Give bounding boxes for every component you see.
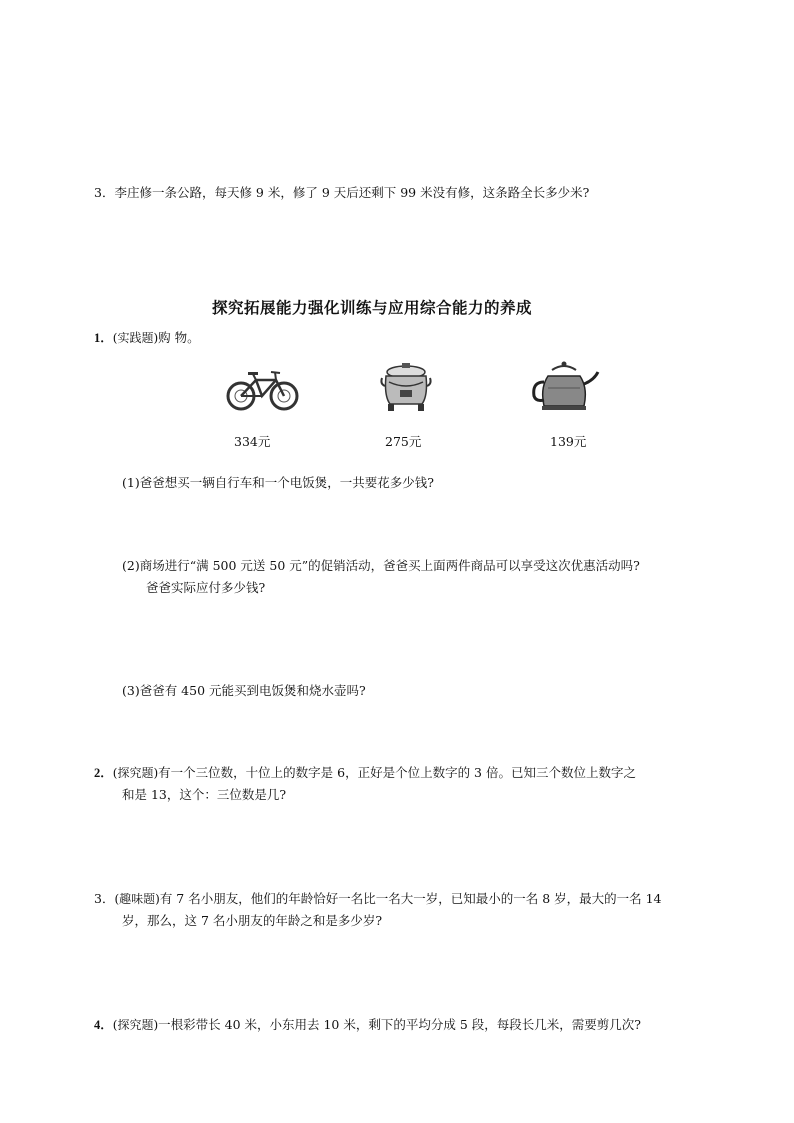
problem-4-tag: (探究题): [112, 1018, 159, 1032]
problem-4-line: [94, 1015, 641, 1033]
rice-cooker-icon: [380, 360, 432, 416]
problem-2-number: 2．: [94, 766, 113, 780]
problem-4-text: 一根彩带长 40 米，小东用去 10 米，剩下的平均分成 5 段，每段长几米，需要剪几次?: [158, 1017, 641, 1032]
problem-2-line2: 和是 13，这个：三位数是几?: [122, 787, 287, 802]
question-3-top: 3．李庄修一条公路，每天修 9 米，修了 9 天后还剩下 99 米没有修，这条路全长多少米?: [94, 185, 590, 200]
problem-1-sub2-line1: (2)商场进行“满 500 元送 50 元”的促销活动，爸爸买上面两件商品可以享受这次优惠活动吗?: [122, 558, 640, 573]
problem-3-number: 3．: [94, 891, 115, 906]
problem-3-line1: [94, 889, 662, 907]
problem-2-line1: [94, 763, 636, 781]
problem-1-number: 1．: [94, 331, 113, 345]
problem-1-sub3: (3)爸爸有 450 元能买到电饭煲和烧水壶吗?: [122, 683, 366, 698]
kettle-icon: [528, 358, 600, 418]
problem-1-text: 购 物。: [158, 330, 200, 345]
price-bicycle: 334元: [234, 434, 271, 449]
problem-1-sub2-line2: 爸爸实际应付多少钱?: [146, 580, 266, 595]
problem-1-sub1: (1)爸爸想买一辆自行车和一个电饭煲，一共要花多少钱?: [122, 475, 434, 490]
problem-3-text: 有 7 名小朋友，他们的年龄恰好一名比一名大一岁，已知最小的一名 8 岁，最大的一名 14: [159, 891, 662, 906]
problem-3-line2: 岁，那么，这 7 名小朋友的年龄之和是多少岁?: [122, 913, 383, 928]
price-kettle: 139元: [550, 434, 587, 449]
bicycle-icon: [226, 366, 300, 414]
problem-2-text: 有一个三位数，十位上的数字是 6，正好是个位上数字的 3 倍。已知三个数位上数字之: [158, 765, 636, 780]
problem-4-number: 4．: [94, 1018, 113, 1032]
problem-2-tag: (探究题): [112, 766, 159, 780]
problem-1-tag: (实践题): [112, 331, 159, 345]
problem-3-tag: (趣味题): [114, 892, 160, 906]
price-rice-cooker: 275元: [385, 434, 422, 449]
section-title: 探究拓展能力强化训练与应用综合能力的养成: [212, 298, 533, 317]
problem-1-heading: [94, 328, 200, 346]
